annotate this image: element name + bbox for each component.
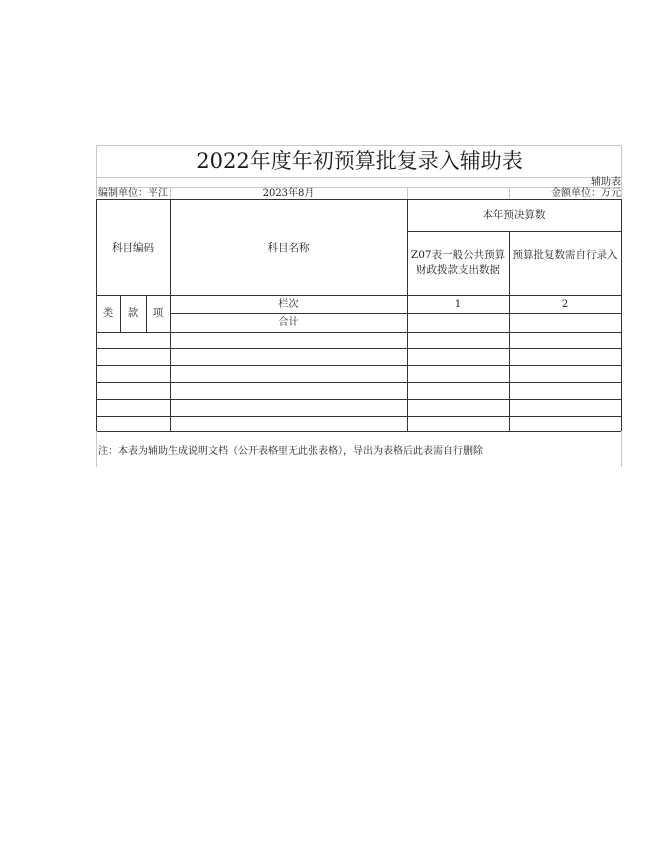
table-top-border <box>96 199 622 200</box>
compile-unit: 编制单位：平江 <box>98 188 168 199</box>
table-bottom-border <box>96 431 622 432</box>
note-right-border <box>621 431 622 467</box>
col-divider-2 <box>509 231 510 431</box>
title-bottom-line <box>96 177 622 178</box>
row-line-1 <box>96 332 622 333</box>
budget-group-bottom <box>407 231 621 232</box>
col-divider-name <box>170 199 171 431</box>
sub-header-lei: 类 <box>102 307 114 319</box>
subject-code-header: 科目编码 <box>112 242 154 254</box>
meta-divider-2 <box>407 187 408 199</box>
compile-date: 2023年8月 <box>262 188 315 199</box>
table-right-border <box>621 199 622 431</box>
header-bottom-border <box>96 295 622 296</box>
col-divider-budget <box>407 199 408 431</box>
amount-unit: 金额单位：万元 <box>551 188 621 199</box>
col2-number: 2 <box>561 299 569 310</box>
row-line-2 <box>96 348 622 349</box>
meta-divider-3 <box>509 187 510 199</box>
row-line-4 <box>96 382 622 383</box>
budget-group-header: 本年预决算数 <box>482 209 546 221</box>
col2-header: 预算批复数需自行录入 <box>512 249 618 261</box>
col1-number: 1 <box>454 299 462 310</box>
row-line-5 <box>96 399 622 400</box>
sub-header-kuan: 款 <box>127 307 139 319</box>
row-index-label: 栏次 <box>278 299 299 310</box>
note-left-border <box>96 431 97 467</box>
footnote: 注：本表为辅助生成说明文档（公开表格里无此张表格），导出为表格后此表需自行删除 <box>98 446 483 457</box>
row-line-6 <box>96 416 622 417</box>
page-title: 2022年度年初预算批复录入辅助表 <box>196 149 523 173</box>
table-tag: 辅助表 <box>591 177 621 188</box>
col1-header: Z07表一般公共预算财政拨款支出数据 <box>410 249 506 276</box>
total-label: 合计 <box>278 317 299 328</box>
sub-header-xiang: 项 <box>152 307 164 319</box>
row-line-3 <box>96 365 622 366</box>
subject-name-header: 科目名称 <box>267 242 310 254</box>
row-index-bottom <box>170 313 622 314</box>
